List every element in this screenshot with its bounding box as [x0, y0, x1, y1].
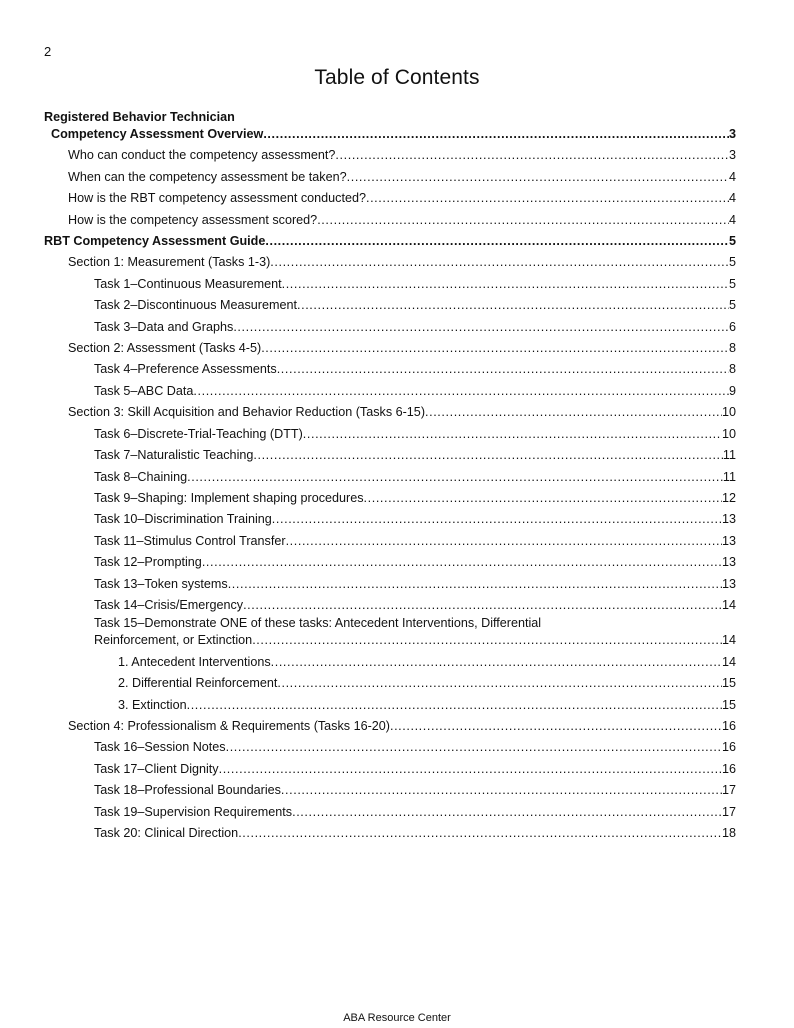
toc-entry-title: Section 2: Assessment (Tasks 4-5) [68, 341, 262, 356]
page-title: Table of Contents [314, 66, 480, 89]
toc-page-number: 6 [728, 319, 736, 334]
toc-entry-task-17[interactable] [44, 759, 736, 780]
dot-leader [286, 531, 722, 552]
toc-entry-task-15-line2: Reinforcement, or Extinction [94, 633, 253, 648]
toc-entry-title: Who can conduct the competency assessment? [68, 148, 336, 163]
dot-leader [228, 574, 722, 595]
toc-page-number: 10 [721, 405, 736, 420]
toc-entry-title: 1. Antecedent Interventions [118, 654, 271, 669]
toc-page-number: 5 [728, 276, 736, 291]
toc-page-number: 17 [721, 804, 736, 819]
dot-leader [187, 467, 723, 488]
toc-entry-title: Task 10–Discrimination Training [94, 512, 272, 527]
toc-entry-overview-title: Competency Assessment Overview [51, 127, 264, 141]
toc-entry-task-6[interactable] [44, 424, 736, 445]
dot-leader [366, 188, 729, 209]
toc-entry-title: Task 7–Naturalistic Teaching [94, 448, 254, 463]
dot-leader [187, 695, 722, 716]
dot-leader [425, 402, 722, 423]
dot-leader [292, 802, 722, 823]
dot-leader [243, 595, 722, 616]
toc-entry-task-13[interactable] [44, 574, 736, 595]
toc-page-number: 11 [722, 469, 736, 484]
dot-leader [335, 145, 729, 166]
toc-entry-differential-reinforcement[interactable] [44, 673, 736, 694]
toc-entry-title: Task 20: Clinical Direction [94, 826, 239, 840]
toc-entry-extinction[interactable] [44, 695, 736, 716]
toc-page-number: 4 [728, 169, 736, 184]
toc-page-number: 13 [721, 555, 736, 570]
page-footer: ABA Resource Center [343, 1012, 451, 1024]
toc-entry-task-15[interactable] [44, 616, 736, 651]
toc-entry-task-20[interactable] [44, 823, 736, 844]
toc-entry-title: How is the competency assessment scored? [68, 212, 318, 227]
toc-entry-task-16[interactable] [44, 737, 736, 758]
toc-entry-task-1[interactable] [44, 274, 736, 295]
toc-entry-title: When can the competency assessment be taken? [68, 169, 347, 184]
dot-leader [390, 716, 722, 737]
toc-entry-section-2[interactable] [44, 338, 736, 359]
toc-page-number: 16 [721, 761, 736, 776]
toc-entry-title: Task 6–Discrete-Trial-Teaching (DTT) [94, 426, 303, 441]
toc-entry-title: Task 4–Preference Assessments [94, 362, 277, 377]
toc-entry-title: Task 9–Shaping: Implement shaping procedures [94, 490, 364, 505]
toc-entry-title: How is the RBT competency assessment conducted? [68, 191, 366, 206]
toc-entry-title: Task 17–Client Dignity [94, 761, 219, 776]
toc-entry-how-conducted[interactable] [44, 188, 736, 209]
dot-leader [277, 673, 722, 694]
toc-page-number: 5 [728, 255, 736, 270]
dot-leader [193, 381, 729, 402]
dot-leader [238, 823, 722, 844]
dot-leader [281, 780, 722, 801]
dot-leader [226, 737, 722, 758]
toc-entry-title: Section 3: Skill Acquisition and Behavior Reduction (Tasks 6-15) [68, 405, 426, 420]
dot-leader [263, 124, 729, 145]
toc-page-number: 8 [728, 362, 736, 377]
toc-page-number: 16 [721, 740, 736, 755]
toc-entry-task-8[interactable] [44, 467, 736, 488]
toc-entry-when-taken[interactable] [44, 167, 736, 188]
toc-page-number: 15 [721, 676, 736, 691]
dot-leader [252, 630, 722, 651]
page-number: 2 [44, 44, 52, 59]
toc-entry-title: Section 1: Measurement (Tasks 1-3) [68, 255, 271, 270]
toc-page-number: 5 [728, 234, 736, 249]
dot-leader [233, 317, 729, 338]
dot-leader [219, 759, 722, 780]
toc-entry-section-3[interactable] [44, 402, 736, 423]
dot-leader [265, 231, 729, 252]
toc-entry-task-15-line1: Task 15–Demonstrate ONE of these tasks: Antecedent Interventions, Differential [94, 616, 542, 631]
dot-leader [303, 424, 722, 445]
toc-entry-title: Section 4: Professionalism & Requirements (Tasks 16-20) [68, 718, 390, 733]
toc-entry-antecedent-interventions[interactable] [44, 652, 736, 673]
toc-entry-task-7[interactable] [44, 445, 736, 466]
toc-entry-title: Task 12–Prompting [94, 555, 202, 570]
toc-entry-title: Task 3–Data and Graphs [94, 319, 234, 334]
dot-leader [202, 552, 722, 573]
toc-page-number: 12 [721, 490, 736, 505]
toc-entry-title: Task 11–Stimulus Control Transfer [94, 533, 286, 548]
toc-entry-task-11[interactable] [44, 531, 736, 552]
toc-entry-task-2[interactable] [44, 295, 736, 316]
toc-page-number: 11 [722, 448, 736, 463]
dot-leader [253, 445, 723, 466]
toc-entry-how-scored[interactable] [44, 210, 736, 231]
toc-entry-task-14[interactable] [44, 595, 736, 616]
toc-page-number: 9 [728, 383, 736, 398]
toc-entry-title: RBT Competency Assessment Guide [44, 234, 266, 249]
dot-leader [270, 252, 729, 273]
toc-entry-title: Task 19–Supervision Requirements [94, 804, 293, 819]
toc-entry-task-5[interactable] [44, 381, 736, 402]
toc-page-number: 13 [721, 576, 736, 591]
dot-leader [277, 359, 729, 380]
toc-entry-overview[interactable] [44, 110, 736, 145]
toc-page-number: 3 [728, 148, 736, 163]
toc-entry-title: Task 16–Session Notes [94, 740, 226, 755]
toc-page-number: 3 [728, 127, 736, 141]
toc-entry-who-can-conduct[interactable] [44, 145, 736, 166]
toc-entry-task-3[interactable] [44, 317, 736, 338]
toc-entry-title: Task 5–ABC Data [94, 383, 194, 398]
dot-leader [282, 274, 729, 295]
dot-leader [271, 652, 722, 673]
toc-entry-guide[interactable] [44, 231, 736, 252]
toc-entry-section-1[interactable] [44, 252, 736, 273]
dot-leader [364, 488, 722, 509]
dot-leader [297, 295, 729, 316]
toc-entry-task-10[interactable] [44, 509, 736, 530]
toc-page-number: 14 [721, 654, 736, 669]
toc-page-number: 4 [728, 191, 736, 206]
toc-entry-task-9[interactable] [44, 488, 736, 509]
toc-entry-title: Task 8–Chaining [94, 469, 188, 484]
toc-page-number: 17 [721, 783, 736, 798]
toc-entry-title: Task 2–Discontinuous Measurement [94, 298, 297, 313]
toc-page-number: 16 [721, 718, 736, 733]
toc-page-number: 14 [721, 597, 736, 612]
toc-page-number: 14 [721, 633, 736, 648]
toc-entry-task-18[interactable] [44, 780, 736, 801]
toc-page-number: 5 [728, 298, 736, 313]
toc-page-number: 18 [721, 826, 736, 840]
toc-page-number: 10 [721, 426, 736, 441]
toc-entry-title: Task 1–Continuous Measurement [94, 276, 282, 291]
table-of-contents [44, 106, 736, 844]
toc-page-number: 13 [721, 533, 736, 548]
toc-page-number: 13 [721, 512, 736, 527]
toc-entry-overview-line1: Registered Behavior Technician [44, 110, 235, 124]
toc-entry-title: 2. Differential Reinforcement [118, 676, 278, 691]
toc-page-number: 8 [728, 341, 736, 356]
dot-leader [347, 167, 729, 188]
toc-entry-task-4[interactable] [44, 359, 736, 380]
toc-page-number: 15 [721, 697, 736, 712]
dot-leader [272, 509, 722, 530]
toc-entry-task-12[interactable] [44, 552, 736, 573]
toc-entry-title: Task 18–Professional Boundaries [94, 783, 281, 798]
toc-entry-title: 3. Extinction [118, 697, 187, 712]
dot-leader [317, 210, 729, 231]
toc-entry-section-4[interactable] [44, 716, 736, 737]
toc-page-number: 4 [728, 212, 736, 227]
toc-entry-task-19[interactable] [44, 802, 736, 823]
toc-entry-title: Task 14–Crisis/Emergency [94, 597, 244, 612]
dot-leader [261, 338, 729, 359]
toc-entry-title: Task 13–Token systems [94, 576, 228, 591]
